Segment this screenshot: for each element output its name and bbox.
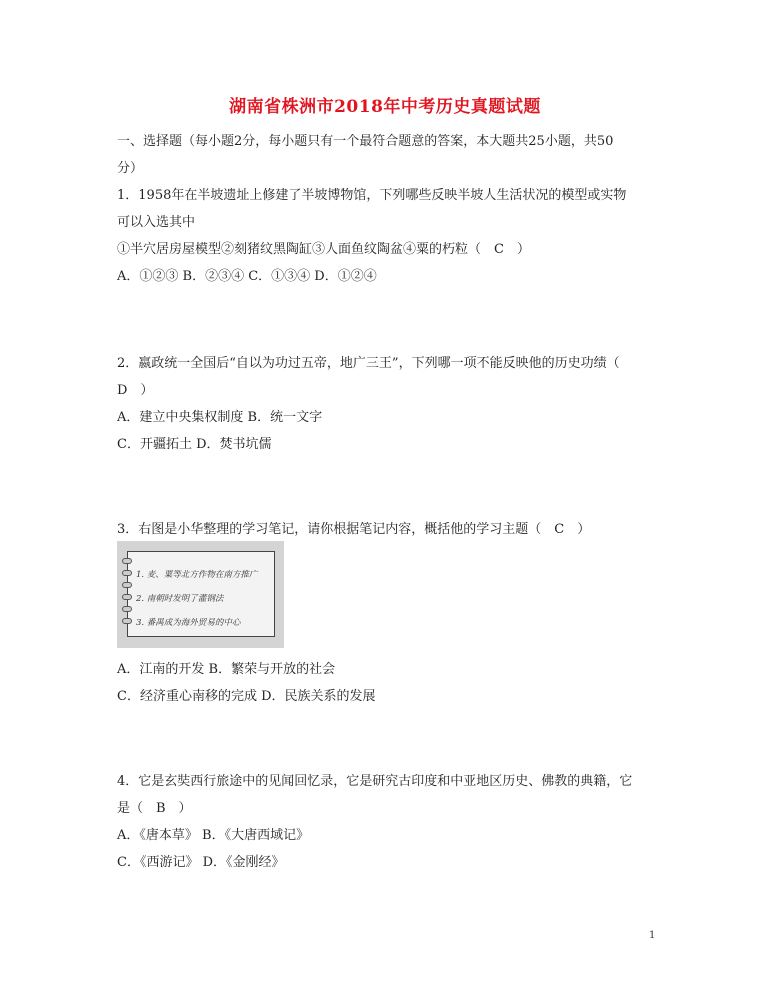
question-1-items: ①半穴居房屋模型②刻猪纹黑陶缸③人面鱼纹陶盆④粟的朽粒（ C ） <box>117 242 530 257</box>
question-1-text: 1．1958年在半坡遗址上修建了半坡博物馆，下列哪些反映半坡人生活状况的模型或实物 <box>117 188 627 203</box>
note-line-2: 2. 南朝时发明了灌钢法 <box>136 594 224 604</box>
ring-icon <box>122 570 132 576</box>
question-2-answer: D ） <box>117 383 154 398</box>
page-number: 1 <box>649 930 656 941</box>
ring-icon <box>122 594 132 600</box>
question-4-options-ab: A．《唐本草》 B．《大唐西域记》 <box>117 828 310 843</box>
question-4-options-cd: C．《西游记》 D．《金刚经》 <box>117 855 285 870</box>
ring-icon <box>122 606 132 612</box>
question-4-text: 4．它是玄奘西行旅途中的见闻回忆录，它是研究古印度和中亚地区历史、佛教的典籍，它 <box>117 774 633 789</box>
study-notes-image <box>117 541 284 648</box>
note-line-1: 1. 麦、粟等北方作物在南方推广 <box>136 570 258 580</box>
question-1-text-cont: 可以入选其中 <box>117 215 196 230</box>
ring-icon <box>122 558 132 564</box>
notebook-page <box>127 551 275 637</box>
question-3-options-ab: A．江南的开发 B．繁荣与开放的社会 <box>117 662 336 677</box>
ring-icon <box>122 618 132 624</box>
question-1-options: A．①②③ B．②③④ C．①③④ D．①②④ <box>117 269 377 284</box>
question-2-text: 2．嬴政统一全国后“自以为功过五帝，地广三王”，下列哪一项不能反映他的历史功绩（ <box>117 356 620 371</box>
page-title: 湖南省株洲市2018年中考历史真题试题 <box>229 97 541 117</box>
question-2-options-cd: C．开疆拓土 D．焚书坑儒 <box>117 437 272 452</box>
question-2-options-ab: A．建立中央集权制度 B．统一文字 <box>117 410 323 425</box>
note-line-3: 3. 番禺成为海外贸易的中心 <box>136 618 241 628</box>
question-3-options-cd: C．经济重心南移的完成 D．民族关系的发展 <box>117 689 376 704</box>
section-heading: 一、选择题（每小题2分，每小题只有一个最符合题意的答案，本大题共25小题，共50 <box>117 134 614 149</box>
section-heading-cont: 分） <box>117 161 144 176</box>
ring-icon <box>122 582 132 588</box>
question-3-text: 3．右图是小华整理的学习笔记，请你根据笔记内容，概括他的学习主题（ C ） <box>117 522 591 537</box>
question-4-answer: 是（ B ） <box>117 801 192 816</box>
